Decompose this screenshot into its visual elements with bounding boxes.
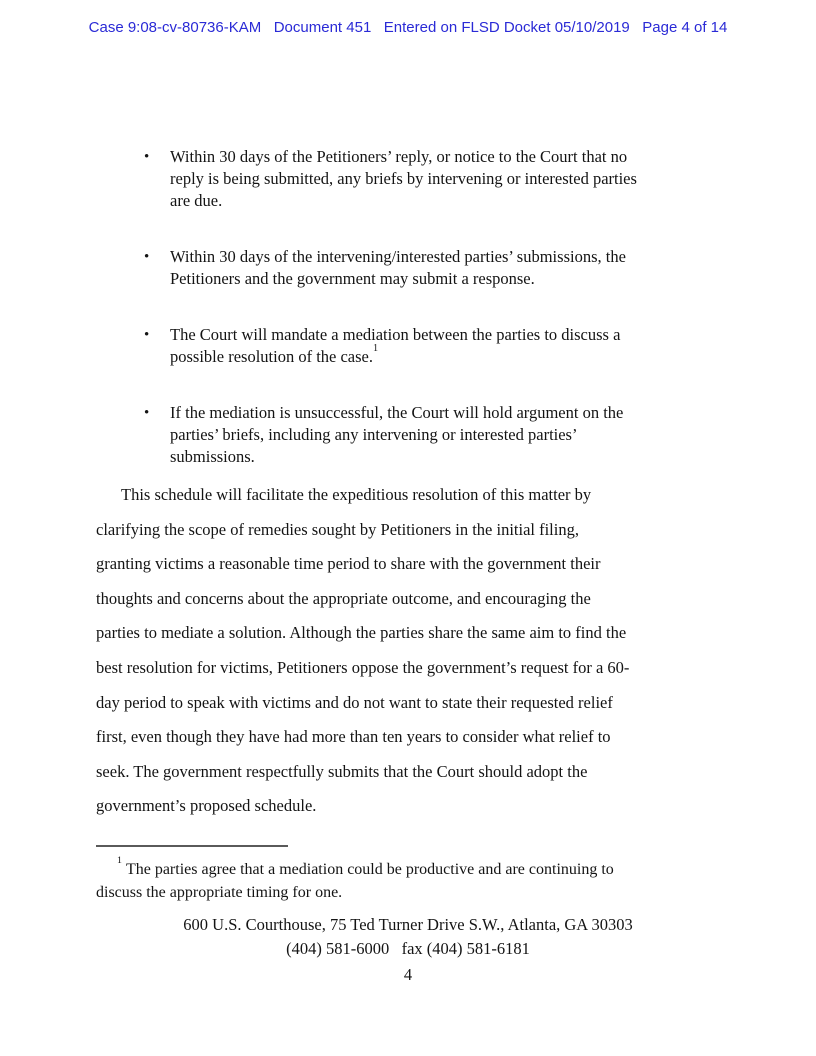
bullet-text: The Court will mandate a mediation between the parties to discuss a possible resolution of the case.$^1$ [170,325,621,366]
footnote-number: 1 [117,855,122,867]
bullet-icon: • [144,327,150,343]
bullet-icon: • [144,405,150,421]
case-stamp-header: Case 9:08-cv-80736-KAM Document 451 Entered on FLSD Docket 05/10/2019 Page 4 of 14 [88,19,728,36]
page-number: 4 [403,965,413,984]
list-item [144,402,724,468]
bullet-text: Within 30 days of the Petitioners’ reply, or notice to the Court that no reply is being submitted, any briefs by intervening or interested parties are due. [170,147,637,210]
list-item [144,324,724,368]
schedule-bullet-list [144,146,724,502]
list-item [144,146,724,212]
footnote-reference: 1 [373,342,379,354]
courthouse-address-block [0,913,816,961]
footnote: $^1$The parties agree that a mediation could be productive and are continuing to discuss the appropriate timing for one. [96,855,614,901]
bullet-text: Within 30 days of the intervening/interested parties’ submissions, the Petitioners and the government may submit a response. [170,247,626,288]
bullet-icon: • [144,149,150,165]
phone-fax-line: (404) 581-6000 fax (404) 581-6181 [286,939,530,958]
bullet-icon: • [144,249,150,265]
body-paragraph: This schedule will facilitate the expeditious resolution of this matter by clarifying the scope of remedies sought by Petitioners in the initial filing, granting victims a reasonable time period to share with the government their thoughts and concerns about the appropriate outcome, and encouraging the parties to mediate a solution. Although the parties share the same aim to find the best resolution for victims, Petitioners oppose the government’s request for a 60- day period to speak with victims and do not want to state their requested relief first, even though they have had more than ten years to consider what relief to seek. The government respectfully submits that the Court should adopt the government’s proposed schedule. [96,485,630,816]
bullet-text: If the mediation is unsuccessful, the Court will hold argument on the parties’ briefs, including any intervening or interested parties’ submissions. [170,403,624,466]
list-item [144,246,724,290]
address-line: 600 U.S. Courthouse, 75 Ted Turner Drive S.W., Atlanta, GA 30303 [183,915,633,934]
footnote-separator [96,845,288,847]
